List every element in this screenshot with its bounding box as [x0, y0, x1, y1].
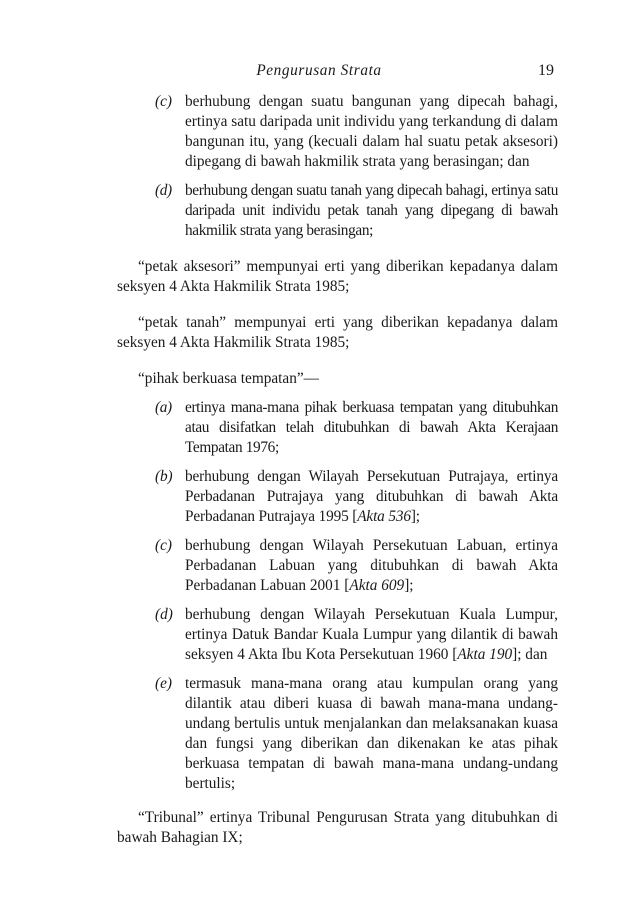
list-item-b-putrajaya	[117, 467, 558, 527]
item-label: (c)	[155, 537, 172, 554]
running-header-title: Pengurusan Strata	[256, 62, 382, 79]
item-text: termasuk mana-mana orang atau kumpulan orang yang dilantik atau diberi kuasa di bawah mana-mana undang-undang bertulis untuk menjalankan dan melaksanakan kuasa dan fungsi yang diberikan dan dikenakan ke atas pihak berkuasa tempatan di bawah mana-mana undang-undang bertulis;	[185, 675, 558, 792]
act-reference: Akta 536	[357, 508, 411, 525]
item-label: (c)	[155, 93, 172, 110]
list-item-a-pbt	[117, 398, 558, 458]
list-item-c-labuan	[117, 536, 558, 596]
definition-petak-aksesori: “petak aksesori” mempunyai erti yang diberikan kepadanya dalam seksyen 4 Akta Hakmilik Strata 1985;	[117, 258, 558, 295]
list-item-d-tanah	[117, 181, 558, 241]
item-text: berhubung dengan suatu tanah yang dipecah bahagi, ertinya satu daripada unit individu petak tanah yang dipegang di bawah hakmilik strata yang berasingan;	[185, 182, 558, 239]
list-item-e-termasuk	[117, 674, 558, 794]
definition-petak-tanah: “petak tanah” mempunyai erti yang diberikan kepadanya dalam seksyen 4 Akta Hakmilik Strata 1985;	[117, 314, 558, 351]
definition-pihak-berkuasa-tempatan-heading: “pihak berkuasa tempatan”—	[138, 370, 319, 387]
list-item-c-bangunan	[117, 92, 558, 172]
act-reference: Akta 609	[349, 577, 405, 594]
item-label: (d)	[155, 606, 173, 623]
page-body	[117, 92, 558, 848]
item-text: ertinya mana-mana pihak berkuasa tempatan yang ditubuhkan atau disifatkan telah ditubuhkan di bawah Akta Kerajaan Tempatan 1976;	[185, 399, 558, 456]
definition-tribunal: “Tribunal” ertinya Tribunal Pengurusan Strata yang ditubuhkan di bawah Bahagian IX;	[117, 809, 558, 846]
item-label: (b)	[155, 468, 173, 485]
item-text-post: ];	[410, 508, 420, 525]
list-item-d-kuala-lumpur	[117, 605, 558, 665]
item-text-pre: berhubung dengan Wilayah Persekutuan Putrajaya, ertinya Perbadanan Putrajaya yang ditubuhkan di bawah Akta Perbadanan Putrajaya 1995 [	[185, 468, 558, 525]
item-text: berhubung dengan suatu bangunan yang dipecah bahagi, ertinya satu daripada unit individu yang terkandung di dalam bangunan itu, yang (kecuali dalam hal suatu petak aksesori) dipegang di bawah hakmilik strata yang berasingan; dan	[185, 93, 558, 170]
item-text-pre: berhubung dengan Wilayah Persekutuan Kuala Lumpur, ertinya Datuk Bandar Kuala Lumpur yang dilantik di bawah seksyen 4 Akta Ibu Kota Persekutuan 1960 [	[185, 606, 558, 663]
item-text-pre: berhubung dengan Wilayah Persekutuan Labuan, ertinya Perbadanan Labuan yang ditubuhkan di bawah Akta Perbadanan Labuan 2001 [	[185, 537, 558, 594]
item-label: (d)	[155, 182, 172, 199]
item-label: (a)	[155, 399, 172, 416]
page-number: 19	[538, 62, 554, 79]
item-text-post: ]; dan	[512, 646, 548, 663]
act-reference: Akta 190	[457, 646, 513, 663]
item-label: (e)	[155, 675, 172, 692]
item-text-post: ];	[404, 577, 414, 594]
